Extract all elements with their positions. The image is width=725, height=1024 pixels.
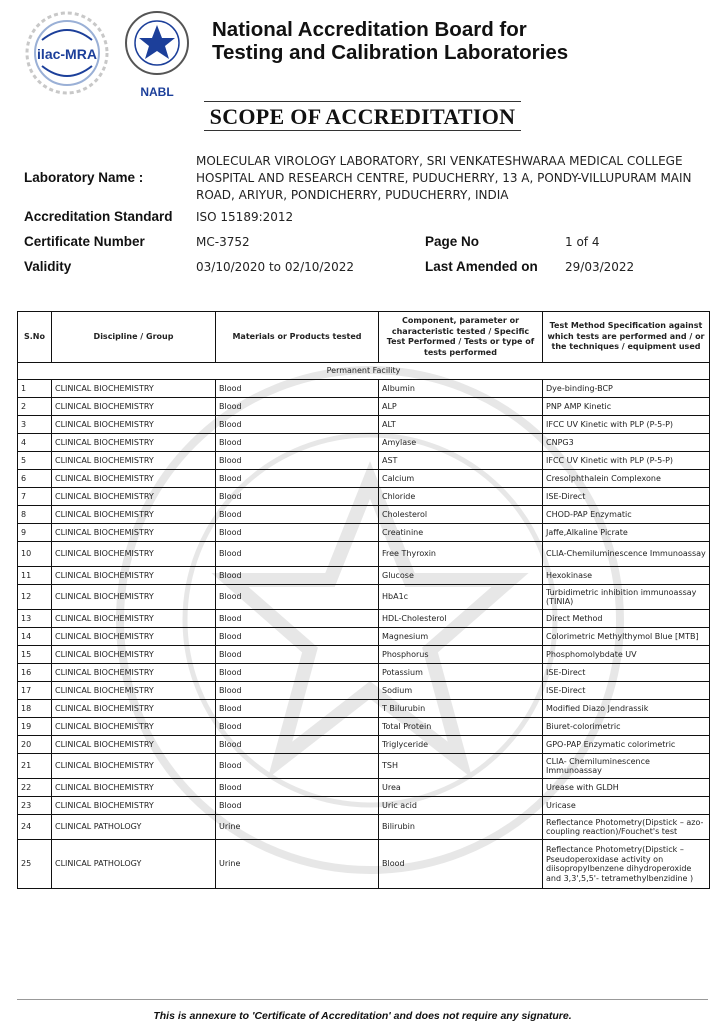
row-sno: 14: [18, 628, 52, 646]
row-sno: 3: [18, 416, 52, 434]
row-component: Blood: [379, 840, 543, 889]
table-row: [18, 840, 710, 889]
row-component: HbA1c: [379, 585, 543, 610]
row-discipline: CLINICAL BIOCHEMISTRY: [52, 718, 216, 736]
row-method: Uricase: [543, 797, 710, 815]
row-method: Hexokinase: [543, 567, 710, 585]
table-row: [18, 754, 710, 779]
row-discipline: CLINICAL BIOCHEMISTRY: [52, 524, 216, 542]
row-method: Jaffe,Alkaline Picrate: [543, 524, 710, 542]
lab-name-line3: ROAD, ARIYUR, PONDICHERRY, PUDUCHERRY, INDIA: [196, 188, 509, 202]
row-sno: 20: [18, 736, 52, 754]
validity-value: 03/10/2020 to 02/10/2022: [196, 260, 355, 274]
table-header-row: [18, 312, 710, 363]
row-discipline: CLINICAL BIOCHEMISTRY: [52, 610, 216, 628]
row-material: Blood: [216, 452, 379, 470]
row-material: Blood: [216, 779, 379, 797]
lab-name-value: [196, 153, 692, 204]
row-discipline: CLINICAL BIOCHEMISTRY: [52, 506, 216, 524]
header-sno: S.No: [18, 312, 52, 363]
row-discipline: CLINICAL BIOCHEMISTRY: [52, 797, 216, 815]
row-sno: 25: [18, 840, 52, 889]
table-row: [18, 488, 710, 506]
row-discipline: CLINICAL BIOCHEMISTRY: [52, 754, 216, 779]
row-component: HDL-Cholesterol: [379, 610, 543, 628]
row-method: ISE-Direct: [543, 664, 710, 682]
row-material: Blood: [216, 736, 379, 754]
row-material: Blood: [216, 718, 379, 736]
row-material: Blood: [216, 567, 379, 585]
table-row: [18, 380, 710, 398]
row-method: IFCC UV Kinetic with PLP (P-5-P): [543, 416, 710, 434]
page-label: Page No: [425, 234, 480, 249]
row-material: Blood: [216, 398, 379, 416]
row-material: Blood: [216, 470, 379, 488]
row-sno: 5: [18, 452, 52, 470]
row-material: Blood: [216, 380, 379, 398]
table-row: [18, 610, 710, 628]
row-material: Blood: [216, 488, 379, 506]
table-row: [18, 416, 710, 434]
row-method: Biuret-colorimetric: [543, 718, 710, 736]
row-method: ISE-Direct: [543, 488, 710, 506]
table-row: [18, 506, 710, 524]
row-method: CLIA-Chemiluminescence Immunoassay: [543, 542, 710, 567]
row-discipline: CLINICAL PATHOLOGY: [52, 815, 216, 840]
row-component: AST: [379, 452, 543, 470]
row-component: Chloride: [379, 488, 543, 506]
row-component: Bilirubin: [379, 815, 543, 840]
row-discipline: CLINICAL BIOCHEMISTRY: [52, 488, 216, 506]
row-method: CNPG3: [543, 434, 710, 452]
row-component: Albumin: [379, 380, 543, 398]
header-materials: Materials or Products tested: [216, 312, 379, 363]
table-row: [18, 815, 710, 840]
row-sno: 1: [18, 380, 52, 398]
row-material: Blood: [216, 506, 379, 524]
row-method: Phosphomolybdate UV: [543, 646, 710, 664]
row-method: GPO-PAP Enzymatic colorimetric: [543, 736, 710, 754]
row-component: Urea: [379, 779, 543, 797]
table-row: [18, 398, 710, 416]
row-component: Potassium: [379, 664, 543, 682]
facility-label: Permanent Facility: [18, 363, 710, 380]
row-discipline: CLINICAL PATHOLOGY: [52, 840, 216, 889]
row-sno: 18: [18, 700, 52, 718]
row-sno: 15: [18, 646, 52, 664]
row-material: Blood: [216, 542, 379, 567]
row-discipline: CLINICAL BIOCHEMISTRY: [52, 416, 216, 434]
row-material: Urine: [216, 840, 379, 889]
header-discipline: Discipline / Group: [52, 312, 216, 363]
row-discipline: CLINICAL BIOCHEMISTRY: [52, 779, 216, 797]
certificate-value: MC-3752: [196, 235, 250, 249]
row-discipline: CLINICAL BIOCHEMISTRY: [52, 628, 216, 646]
row-method: Direct Method: [543, 610, 710, 628]
row-discipline: CLINICAL BIOCHEMISTRY: [52, 700, 216, 718]
table-row: [18, 524, 710, 542]
row-component: Glucose: [379, 567, 543, 585]
standard-label: Accreditation Standard: [24, 209, 173, 224]
table-row: [18, 797, 710, 815]
row-component: Total Protein: [379, 718, 543, 736]
page-value: 1 of 4: [565, 235, 600, 249]
table-row: [18, 700, 710, 718]
row-component: Triglyceride: [379, 736, 543, 754]
table-row: [18, 736, 710, 754]
row-sno: 12: [18, 585, 52, 610]
row-method: Dye-binding-BCP: [543, 380, 710, 398]
scope-title-text: SCOPE OF ACCREDITATION: [204, 101, 522, 131]
table-row: [18, 646, 710, 664]
row-material: Blood: [216, 434, 379, 452]
table-row: [18, 682, 710, 700]
row-component: ALP: [379, 398, 543, 416]
certificate-label: Certificate Number: [24, 234, 145, 249]
row-method: ISE-Direct: [543, 682, 710, 700]
validity-label: Validity: [24, 259, 72, 274]
row-material: Blood: [216, 754, 379, 779]
row-sno: 7: [18, 488, 52, 506]
row-component: Cholesterol: [379, 506, 543, 524]
row-material: Blood: [216, 610, 379, 628]
row-discipline: CLINICAL BIOCHEMISTRY: [52, 398, 216, 416]
table-row: [18, 628, 710, 646]
row-component: Phosphorus: [379, 646, 543, 664]
row-discipline: CLINICAL BIOCHEMISTRY: [52, 664, 216, 682]
row-method: Reflectance Photometry(Dipstick – Pseudoperoxidase activity on diisopropylbenzene dihydroperoxide and 3,3',5,5'- tetramethylbenzidine ): [543, 840, 710, 889]
org-name-line2: Testing and Calibration Laboratories: [212, 41, 569, 64]
amended-label: Last Amended on: [425, 259, 538, 274]
row-component: ALT: [379, 416, 543, 434]
row-component: Calcium: [379, 470, 543, 488]
nabl-logo: [122, 10, 192, 100]
row-component: Sodium: [379, 682, 543, 700]
table-row: [18, 664, 710, 682]
header-component: Component, parameter or characteristic tested / Specific Test Performed / Tests or type of tests performed: [379, 312, 543, 363]
row-discipline: CLINICAL BIOCHEMISTRY: [52, 470, 216, 488]
row-material: Urine: [216, 815, 379, 840]
row-method: IFCC UV Kinetic with PLP (P-5-P): [543, 452, 710, 470]
row-material: Blood: [216, 797, 379, 815]
row-sno: 9: [18, 524, 52, 542]
footer-divider: [17, 999, 708, 1000]
row-component: Amylase: [379, 434, 543, 452]
row-discipline: CLINICAL BIOCHEMISTRY: [52, 646, 216, 664]
row-sno: 6: [18, 470, 52, 488]
row-sno: 17: [18, 682, 52, 700]
table-row: [18, 567, 710, 585]
ilac-logo-text: ilac-MRA: [37, 46, 97, 62]
row-discipline: CLINICAL BIOCHEMISTRY: [52, 682, 216, 700]
row-discipline: CLINICAL BIOCHEMISTRY: [52, 380, 216, 398]
row-component: Creatinine: [379, 524, 543, 542]
row-component: T Bilurubin: [379, 700, 543, 718]
row-sno: 8: [18, 506, 52, 524]
facility-row: [18, 363, 710, 380]
row-method: CLIA- Chemiluminescence Immunoassay: [543, 754, 710, 779]
row-sno: 11: [18, 567, 52, 585]
row-component: Magnesium: [379, 628, 543, 646]
row-method: Turbidimetric inhibition immunoassay (TINIA): [543, 585, 710, 610]
row-discipline: CLINICAL BIOCHEMISTRY: [52, 434, 216, 452]
row-sno: 22: [18, 779, 52, 797]
row-sno: 16: [18, 664, 52, 682]
row-method: Reflectance Photometry(Dipstick – azo-coupling reaction)/Fouchet's test: [543, 815, 710, 840]
row-discipline: CLINICAL BIOCHEMISTRY: [52, 567, 216, 585]
row-method: CHOD-PAP Enzymatic: [543, 506, 710, 524]
scope-table: [17, 311, 710, 889]
row-material: Blood: [216, 524, 379, 542]
row-sno: 21: [18, 754, 52, 779]
row-method: Urease with GLDH: [543, 779, 710, 797]
row-material: Blood: [216, 664, 379, 682]
table-row: [18, 470, 710, 488]
row-sno: 23: [18, 797, 52, 815]
row-method: Modified Diazo Jendrassik: [543, 700, 710, 718]
lab-name-line1: MOLECULAR VIROLOGY LABORATORY, SRI VENKATESHWARAA MEDICAL COLLEGE: [196, 154, 683, 168]
row-discipline: CLINICAL BIOCHEMISTRY: [52, 452, 216, 470]
table-row: [18, 542, 710, 567]
row-material: Blood: [216, 585, 379, 610]
lab-name-line2: HOSPITAL AND RESEARCH CENTRE, PUDUCHERRY, 13 A, PONDY-VILLUPURAM MAIN: [196, 171, 692, 185]
row-sno: 19: [18, 718, 52, 736]
row-discipline: CLINICAL BIOCHEMISTRY: [52, 542, 216, 567]
footer-note: This is annexure to 'Certificate of Accreditation' and does not require any signature.: [153, 1010, 572, 1022]
amended-value: 29/03/2022: [565, 260, 635, 274]
row-component: TSH: [379, 754, 543, 779]
row-discipline: CLINICAL BIOCHEMISTRY: [52, 585, 216, 610]
row-sno: 2: [18, 398, 52, 416]
scope-title: [0, 104, 725, 130]
row-component: Free Thyroxin: [379, 542, 543, 567]
row-component: Uric acid: [379, 797, 543, 815]
row-sno: 13: [18, 610, 52, 628]
standard-value: ISO 15189:2012: [196, 210, 294, 224]
org-name: [212, 18, 568, 64]
row-material: Blood: [216, 416, 379, 434]
row-sno: 24: [18, 815, 52, 840]
row-sno: 10: [18, 542, 52, 567]
nabl-logo-text: NABL: [140, 85, 174, 99]
row-material: Blood: [216, 700, 379, 718]
table-row: [18, 585, 710, 610]
row-method: Colorimetric Methylthymol Blue [MTB]: [543, 628, 710, 646]
row-material: Blood: [216, 646, 379, 664]
lab-name-label: Laboratory Name :: [24, 170, 144, 185]
row-material: Blood: [216, 628, 379, 646]
table-row: [18, 779, 710, 797]
table-row: [18, 452, 710, 470]
table-row: [18, 718, 710, 736]
row-method: Cresolphthalein Complexone: [543, 470, 710, 488]
row-method: PNP AMP Kinetic: [543, 398, 710, 416]
row-sno: 4: [18, 434, 52, 452]
row-discipline: CLINICAL BIOCHEMISTRY: [52, 736, 216, 754]
ilac-mra-logo: [24, 10, 110, 96]
org-name-line1: National Accreditation Board for: [212, 18, 527, 41]
table-row: [18, 434, 710, 452]
header-method: Test Method Specification against which tests are performed and / or the techniques / equipment used: [543, 312, 710, 363]
row-material: Blood: [216, 682, 379, 700]
